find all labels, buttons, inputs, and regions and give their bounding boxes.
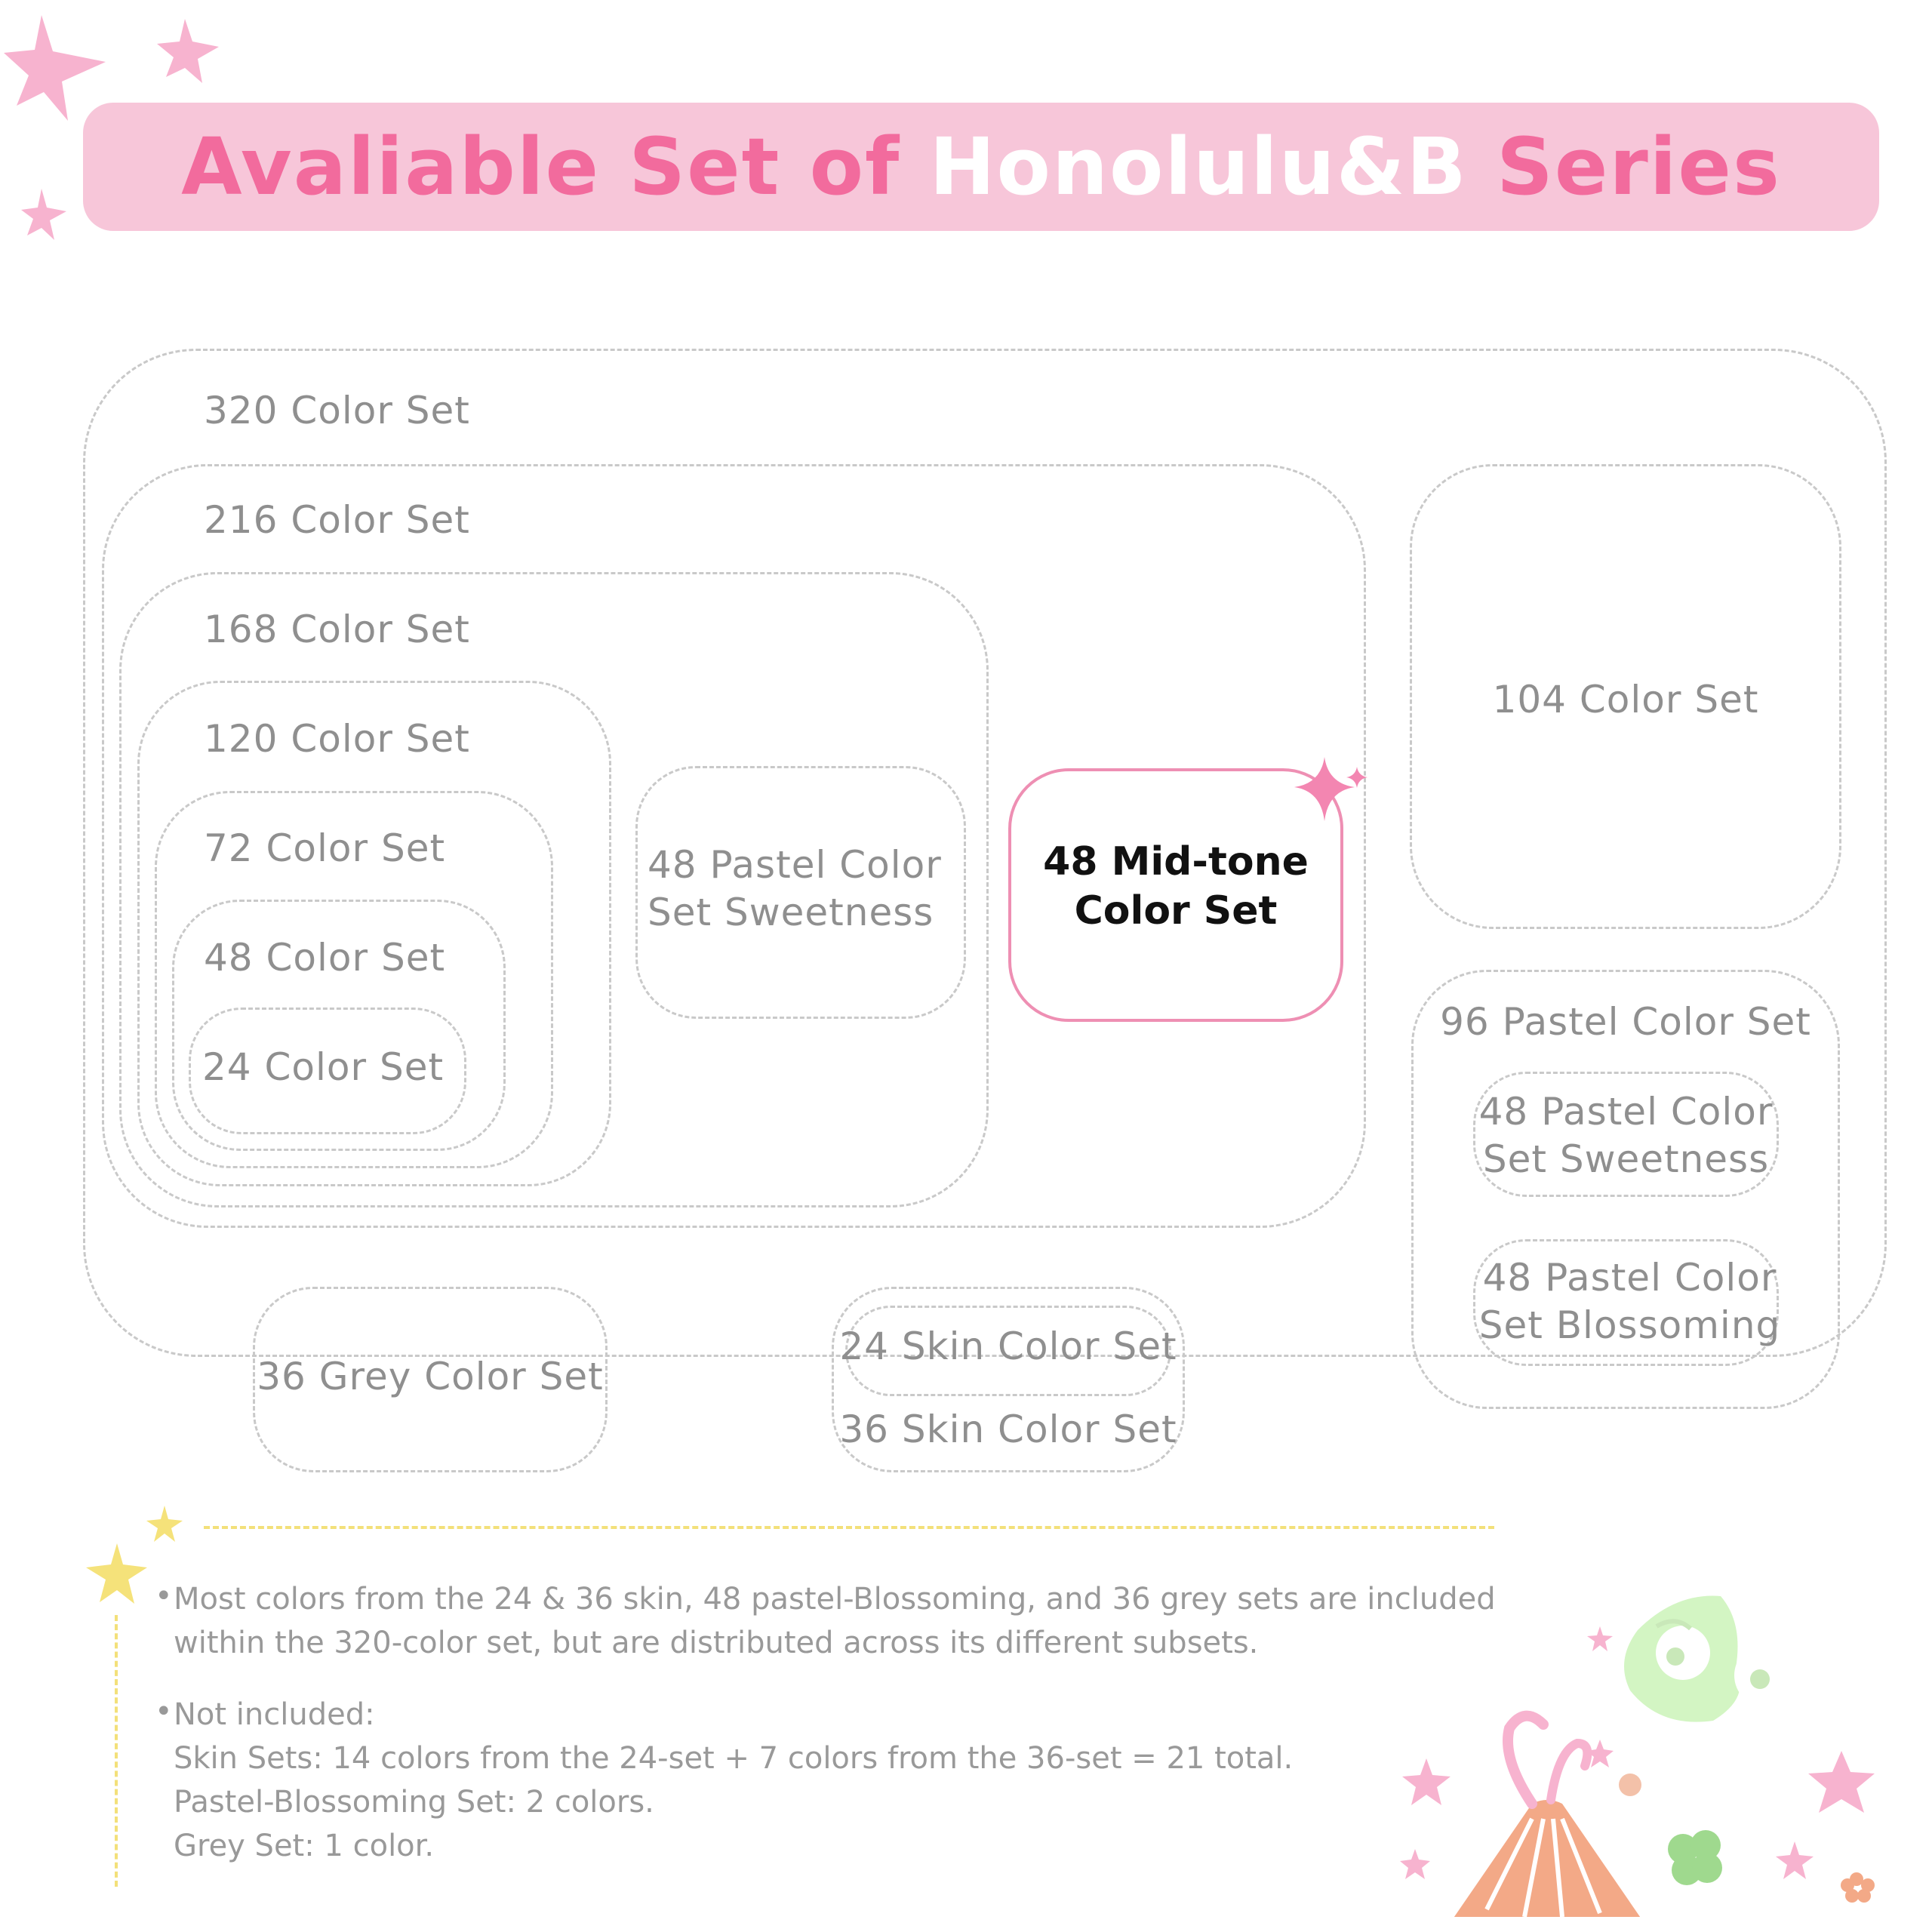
set-label-grey-36: 36 Grey Color Set xyxy=(257,1355,604,1398)
set-label-pastel-96: 96 Pastel Color Set xyxy=(1440,1000,1811,1044)
title-part-3: Series xyxy=(1497,121,1781,213)
star-icon xyxy=(1400,1849,1430,1879)
star-icon xyxy=(1776,1841,1814,1879)
midtone-set-label: 48 Mid-tone Color Set xyxy=(1043,839,1309,934)
notes-side-line xyxy=(115,1615,118,1887)
note-1-line-1: Most colors from the 24 & 36 skin, 48 pastel-Blossoming, and 36 grey sets are included xyxy=(174,1582,1496,1617)
set-label-320: 320 Color Set xyxy=(204,389,470,432)
note-2-title: Not included: xyxy=(174,1697,375,1732)
set-label-skin-36: 36 Skin Color Set xyxy=(839,1407,1177,1451)
clover-icon xyxy=(1668,1830,1722,1885)
decor-illustration xyxy=(1358,1570,1887,1917)
shell-icon xyxy=(1619,1774,1641,1796)
set-label-72: 72 Color Set xyxy=(204,826,446,870)
sparkle-icon xyxy=(1291,753,1374,829)
frog-illustration xyxy=(1624,1596,1798,1722)
star-icon xyxy=(1586,1740,1614,1767)
star-icon xyxy=(146,1506,183,1542)
note-2-line-3: Grey Set: 1 color. xyxy=(174,1829,435,1863)
set-label-120: 120 Color Set xyxy=(204,717,470,761)
flower-icon xyxy=(1808,1751,1875,1813)
set-label-104: 104 Color Set xyxy=(1492,678,1759,721)
title-part-1: Avaliable Set of xyxy=(181,121,901,213)
page-title xyxy=(83,103,1879,231)
star-icon xyxy=(21,189,66,240)
bullet-dot: • xyxy=(155,1579,173,1614)
star-icon xyxy=(86,1543,147,1604)
title-part-2: Honolulu&B xyxy=(929,121,1468,213)
note-2-line-1: Skin Sets: 14 colors from the 24-set + 7 colors from the 36-set = 21 total. xyxy=(174,1741,1294,1776)
note-2-line-2: Pastel-Blossoming Set: 2 colors. xyxy=(174,1785,654,1820)
set-label-48: 48 Color Set xyxy=(204,936,446,980)
bullet-dot: • xyxy=(155,1694,173,1729)
star-icon xyxy=(1587,1626,1613,1651)
notes-divider-line xyxy=(204,1526,1494,1529)
set-label-pastel-blossoming: 48 Pastel Color Set Blossoming xyxy=(1478,1256,1781,1347)
set-label-pastel-sweetness-1: 48 Pastel Color Set Sweetness xyxy=(648,843,942,934)
set-label-skin-24: 24 Skin Color Set xyxy=(839,1324,1177,1368)
star-icon xyxy=(157,19,219,83)
set-label-24: 24 Color Set xyxy=(202,1045,445,1089)
note-1-line-2: within the 320-color set, but are distributed across its different subsets. xyxy=(174,1626,1259,1660)
set-label-168: 168 Color Set xyxy=(204,608,470,651)
set-label-pastel-sweetness-2: 48 Pastel Color Set Sweetness xyxy=(1478,1090,1774,1181)
set-label-216: 216 Color Set xyxy=(204,498,470,542)
volcano-illustration xyxy=(1449,1716,1645,1917)
small-flower-icon xyxy=(1841,1872,1875,1903)
star-icon xyxy=(1402,1758,1451,1805)
